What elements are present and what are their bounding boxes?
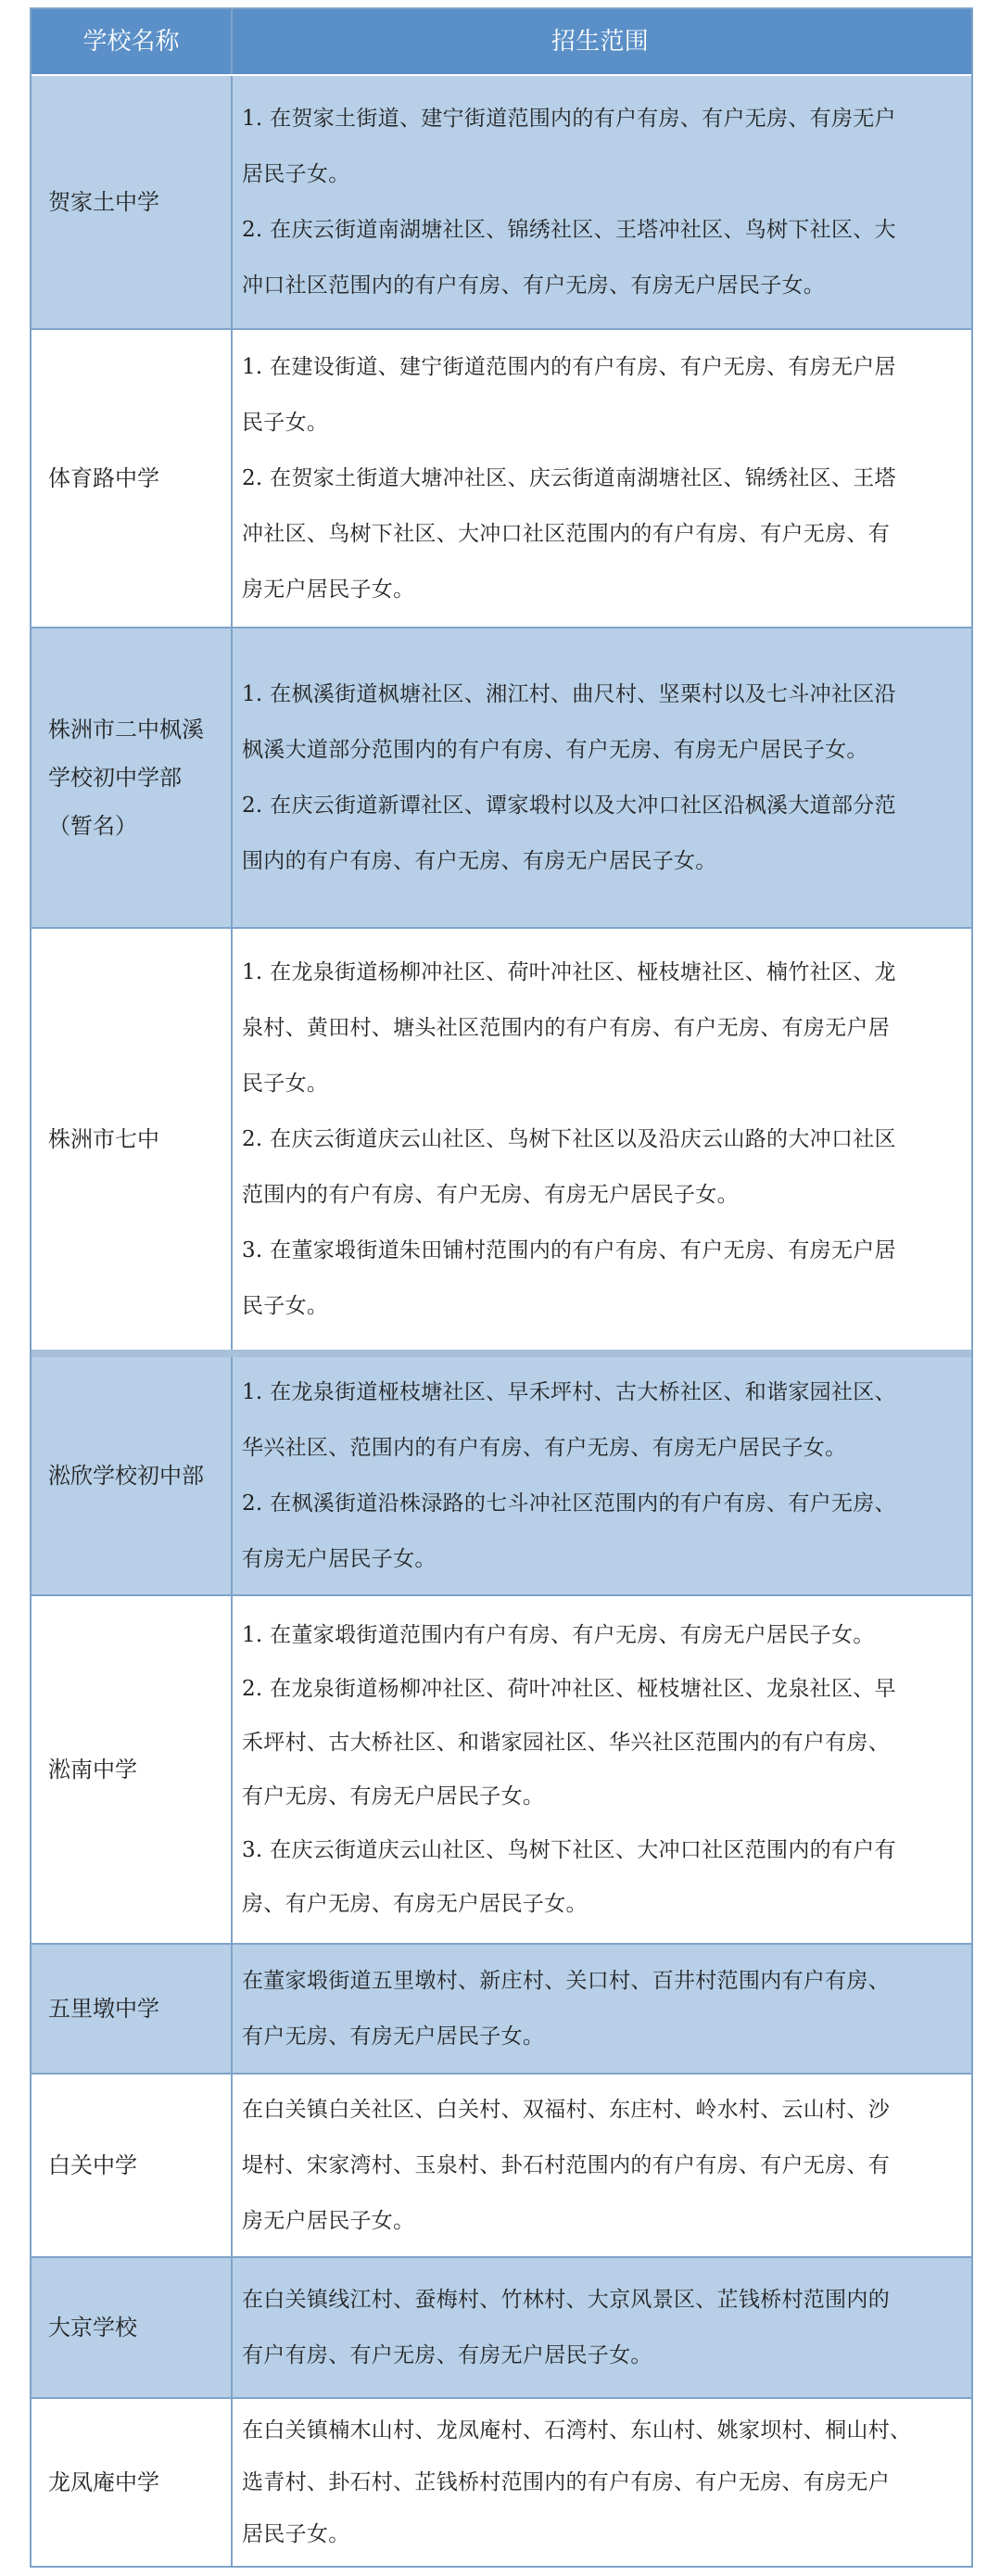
school-name: 淞欣学校初中部 [32, 1357, 233, 1594]
header-school-name: 学校名称 [32, 9, 233, 74]
table-row [32, 1945, 971, 2073]
school-name: 白关中学 [32, 2075, 233, 2256]
school-name: 贺家土中学 [32, 76, 233, 328]
table-row [32, 2258, 971, 2397]
school-name: 株洲市二中枫溪 学校初中学部 （暂名） [32, 628, 233, 927]
school-name: 五里墩中学 [32, 1945, 233, 2073]
enrollment-table [30, 7, 973, 2568]
table-row [32, 929, 971, 1350]
table-row [32, 1357, 971, 1594]
table-row [32, 2075, 971, 2256]
table-row [32, 2399, 971, 2566]
table-row [32, 628, 971, 927]
enrollment-scope: 1. 在建设街道、建宁街道范围内的有户有房、有户无房、有房无户居 民子女。 2. 在贺家土街道大塘冲社区、庆云街道南湖塘社区、锦绣社区、王塔 冲社区、鸟树下社区、大冲口社区范围内的有户有房、有户无房、有 房无户居民子女。 [242, 355, 896, 602]
table-row [32, 330, 971, 627]
school-name: 株洲市七中 [32, 929, 233, 1350]
enrollment-scope: 1. 在贺家土街道、建宁街道范围内的有户有房、有户无房、有房无户 居民子女。 2. 在庆云街道南湖塘社区、锦绣社区、王塔冲社区、鸟树下社区、大 冲口社区范围内的有户有房、有户无房、有房无户居民子女。 [242, 107, 896, 298]
school-name: 大京学校 [32, 2258, 233, 2397]
enrollment-scope: 1. 在枫溪街道枫塘社区、湘江村、曲尺村、坚栗村以及七斗冲社区沿 枫溪大道部分范围内的有户有房、有户无房、有房无户居民子女。 2. 在庆云街道新谭社区、谭家塅村以及大冲口社区沿枫溪大道部分范 围内的有户有房、有户无房、有房无户居民子女。 [242, 682, 896, 873]
table-header [32, 9, 971, 74]
enrollment-scope: 在董家塅街道五里墩村、新庄村、关口村、百井村范围内有户有房、 有户无房、有房无户居民子女。 [242, 1969, 890, 2049]
table-row [32, 76, 971, 328]
enrollment-scope: 在白关镇白关社区、白关村、双福村、东庄村、岭水村、云山村、沙 堤村、宋家湾村、玉泉村、卦石村范围内的有户有房、有户无房、有 房无户居民子女。 [242, 2098, 890, 2233]
school-name: 龙凤庵中学 [32, 2399, 233, 2566]
enrollment-scope: 1. 在龙泉街道杨柳冲社区、荷叶冲社区、桠枝塘社区、楠竹社区、龙 泉村、黄田村、塘头社区范围内的有户有房、有户无房、有房无户居 民子女。 2. 在庆云街道庆云山社区、鸟树下社区以及沿庆云山路的大冲口社区 范围内的有户有房、有户无房、有房无户居民子女。 3. 在董家塅街道朱田铺村范围内的有户有房、有户无房、有房无户居 民子女。 [242, 960, 896, 1318]
table-row [32, 1596, 971, 1943]
school-name: 淞南中学 [32, 1596, 233, 1943]
enrollment-scope: 在白关镇楠木山村、龙凤庵村、石湾村、东山村、姚家坝村、桐山村、 选青村、卦石村、芷钱桥村范围内的有户有房、有户无房、有房无户 居民子女。 [242, 2418, 912, 2546]
school-name: 体育路中学 [32, 330, 233, 627]
header-enrollment-scope: 招生范围 [551, 28, 650, 56]
enrollment-scope: 1. 在董家塅街道范围内有户有房、有户无房、有房无户居民子女。 2. 在龙泉街道杨柳冲社区、荷叶冲社区、桠枝塘社区、龙泉社区、早 禾坪村、古大桥社区、和谐家园社区、华兴社区范围内的有户有房、 有户无房、有房无户居民子女。 3. 在庆云街道庆云山社区、鸟树下社区、大冲口社区范围内的有户有 房、有户无房、有房无户居民子女。 [242, 1623, 896, 1916]
enrollment-scope: 1. 在龙泉街道桠枝塘社区、早禾坪村、古大桥社区、和谐家园社区、 华兴社区、范围内的有户有房、有户无房、有房无户居民子女。 2. 在枫溪街道沿株渌路的七斗冲社区范围内的有户有房、有户无房、 有房无户居民子女。 [242, 1380, 896, 1571]
enrollment-scope: 在白关镇线江村、蚕梅村、竹林村、大京风景区、芷钱桥村范围内的 有户有房、有户无房、有房无户居民子女。 [242, 2288, 890, 2367]
